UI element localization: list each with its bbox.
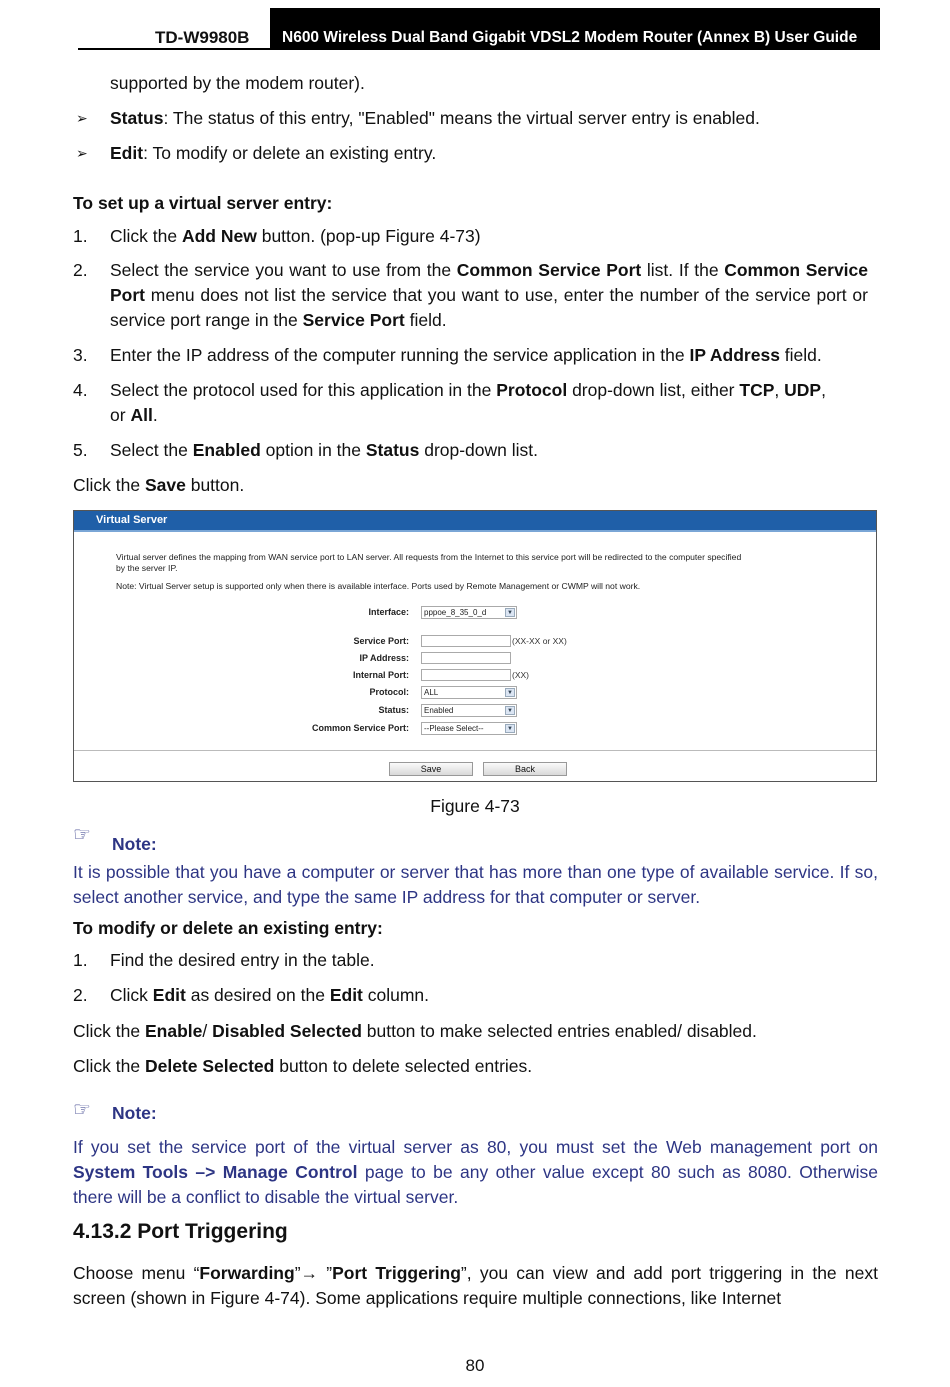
chevron-down-icon: ▼ — [505, 706, 515, 715]
status-label: Status: — [378, 705, 409, 715]
setup-step-3: Enter the IP address of the computer running the service application in the IP Address field. — [110, 345, 822, 365]
delete-instruction: Click the Delete Selected button to delete selected entries. — [73, 1056, 533, 1076]
service-port-hint: (XX-XX or XX) — [512, 636, 567, 646]
step-number: 5. — [73, 440, 88, 460]
panel-description: Virtual server defines the mapping from WAN service port to LAN server. All requests from the Internet to this service port will be redirected to the computer specified — [116, 552, 742, 562]
protocol-select[interactable]: ALL ▼ — [421, 686, 517, 699]
panel-title: Virtual Server — [96, 514, 168, 526]
continuation-line: supported by the modem router). — [110, 73, 365, 93]
panel-description-cont: by the server IP. — [116, 563, 178, 573]
chevron-down-icon: ▼ — [505, 608, 515, 617]
step-number: 1. — [73, 950, 88, 970]
interface-label: Interface: — [368, 607, 409, 617]
back-button[interactable]: Back — [483, 762, 567, 776]
protocol-label: Protocol: — [369, 687, 409, 697]
setup-step-5: Select the Enabled option in the Status drop-down list. — [110, 440, 539, 460]
step-number: 3. — [73, 345, 88, 365]
modify-heading: To modify or delete an existing entry: — [73, 918, 383, 938]
step-number: 2. — [73, 260, 88, 280]
step-number: 1. — [73, 226, 88, 246]
section-intro: Choose menu “Forwarding”→ ”Port Triggering”, you can view and add port triggering in the next screen (shown in Figure 4-74). Some applications require multiple connections, like Internet — [73, 1263, 878, 1308]
internal-port-label: Internal Port: — [352, 670, 409, 680]
page-number: 80 — [465, 1356, 485, 1375]
pointing-hand-icon: ☞ — [73, 824, 91, 846]
internal-port-input[interactable] — [421, 669, 511, 681]
header-title: N600 Wireless Dual Band Gigabit VDSL2 Modem Router (Annex B) User Guide — [270, 8, 880, 50]
common-service-port-select[interactable]: --Please Select-- ▼ — [421, 722, 517, 735]
service-port-label: Service Port: — [353, 636, 409, 646]
service-port-input[interactable] — [421, 635, 511, 647]
figure-caption: Figure 4-73 — [430, 796, 520, 816]
step-number: 2. — [73, 985, 88, 1005]
setup-step-2: Select the service you want to use from the Common Service Port list. If the Common Service Port menu does not list the service that you want to use, enter the number of the service port or service port range in the Service Port field. — [110, 260, 869, 330]
note-text: If you set the service port of the virtual server as 80, you must set the Web management port on System Tools –> Manage Control page to be any other value except 80 such as 8080. Otherwise there will be a conflict to disable the virtual server. — [73, 1137, 878, 1207]
modify-step-2: Click Edit as desired on the Edit column. — [110, 985, 430, 1005]
header-model: TD-W9980B — [155, 28, 250, 47]
save-instruction: Click the Save button. — [73, 475, 245, 495]
divider — [74, 750, 876, 751]
setup-step-1: Click the Add New button. (pop-up Figure 4-73) — [110, 226, 481, 246]
note-label: Note: — [112, 1103, 157, 1123]
panel-note: Note: Virtual Server setup is supported only when there is available interface. Ports used by Remote Management or CWMP will not work. — [116, 581, 641, 591]
setup-heading: To set up a virtual server entry: — [73, 193, 333, 213]
chevron-down-icon: ▼ — [505, 724, 515, 733]
panel-title-bar — [74, 511, 876, 532]
step-number: 4. — [73, 380, 88, 400]
section-heading: 4.13.2 Port Triggering — [73, 1220, 288, 1243]
setup-step-4: Select the protocol used for this application in the Protocol drop-down list, either TCP, UDP, — [110, 380, 826, 400]
ip-address-label: IP Address: — [359, 653, 409, 663]
chevron-down-icon: ▼ — [505, 688, 515, 697]
enable-instruction: Click the Enable/ Disabled Selected button to make selected entries enabled/ disabled. — [73, 1021, 757, 1041]
edit-bullet: Edit: To modify or delete an existing entry. — [110, 143, 437, 163]
internal-port-hint: (XX) — [512, 670, 529, 680]
note-label: Note: — [112, 834, 157, 854]
setup-step-4-cont: or All. — [110, 405, 158, 425]
save-button[interactable]: Save — [389, 762, 473, 776]
interface-select[interactable]: pppoe_8_35_0_d ▼ — [421, 606, 517, 619]
bullet-arrow-icon: ➢ — [76, 110, 88, 126]
bullet-arrow-icon: ➢ — [76, 145, 88, 161]
modify-step-1: Find the desired entry in the table. — [110, 950, 375, 970]
common-service-port-label: Common Service Port: — [311, 723, 409, 733]
virtual-server-screenshot — [73, 510, 877, 782]
note-text: It is possible that you have a computer or server that has more than one type of available service. If so, select another service, and type the same IP address for that computer or server. — [73, 862, 878, 907]
status-select[interactable]: Enabled ▼ — [421, 704, 517, 717]
pointing-hand-icon: ☞ — [73, 1099, 91, 1121]
ip-address-input[interactable] — [421, 652, 511, 664]
status-bullet: Status: The status of this entry, "Enabled" means the virtual server entry is enabled. — [110, 108, 760, 128]
